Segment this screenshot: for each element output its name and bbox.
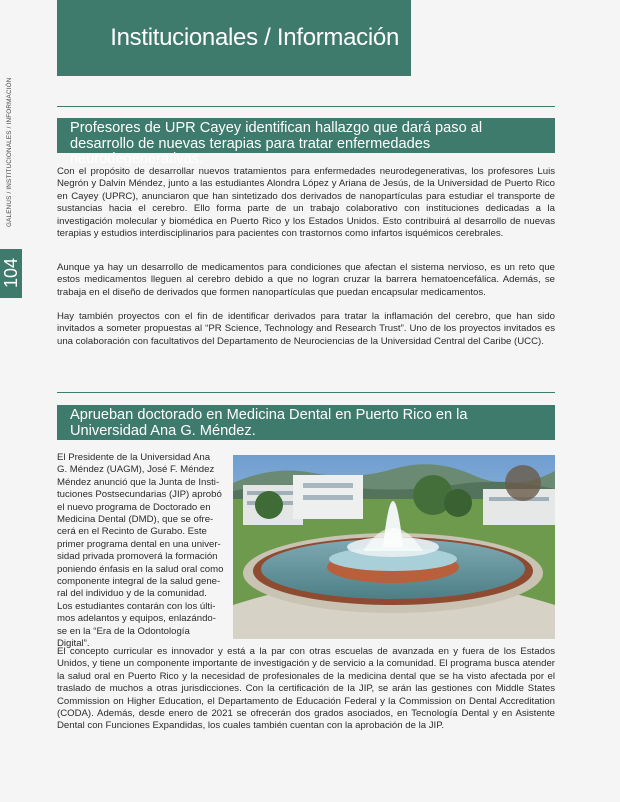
- section-header-title: Institucionales / Información: [110, 24, 399, 51]
- column-line: componente integral de la salud gene-: [57, 576, 221, 588]
- article-1-paragraph-1: Con el propósito de desarrollar nuevos tratamientos para enfermedades neurodegenerativas, los profesores Luis Negrón y Dalvin Méndez, junto a las estudiantes Alondra López y Ariana de Jesús, de la Universidad de Puerto Rico en Cayey (UPRC), anunciaron que han sintetizado dos derivados de nanopartículas para estudiar el transporte de sustancias hacia el cerebro. Ello forma parte de un trabajo colaborativo con instituciones dedicadas a la investigación molecular y biomédica en Puerto Rico y los Estados Unidos. Esto contribuirá al desarrollo de nuevas terapias y estudios interdisciplinarios para pacientes con trastornos como infartos isquémicos cerebrales.: [57, 166, 555, 240]
- campus-fountain-photo: [233, 455, 555, 639]
- column-line: cerá en el Recinto de Gurabo. Este: [57, 526, 207, 538]
- column-line: ral del individuo y de la comunidad.: [57, 588, 207, 600]
- column-line: sidad privada promoverá la formación: [57, 551, 218, 563]
- header-band: [57, 0, 411, 76]
- page-number: 104: [1, 257, 21, 289]
- article-1-title: Profesores de UPR Cayey identifican hallazgo que dará paso al desarrollo de nuevas terapias para tratar enfermedades neurodegenerativas.: [57, 118, 555, 153]
- column-line: el nuevo programa de Doctorado en: [57, 501, 211, 513]
- column-line: Méndez anunció que la Junta de Insti-: [57, 476, 220, 488]
- running-head: GALENUS / INSTITUCIONALES / INFORMACIÓN: [6, 77, 13, 227]
- page-number-strip: [0, 249, 22, 298]
- column-line: primer programa dental en una univer-: [57, 538, 221, 550]
- article-1-paragraph-2: Aunque ya hay un desarrollo de medicamentos para condiciones que afectan el sistema nervioso, es un reto que estos medicamentos lleguen al cerebro debido a que no logran cruzar la barrera hematoencefálica. Además, se trabaja en el diseño de derivados que formen nanopartículas que puedan encapsular medicamentos.: [57, 262, 555, 298]
- column-line: poniendo énfasis en la salud oral como: [57, 563, 224, 575]
- article-2-title: Aprueban doctorado en Medicina Dental en Puerto Rico en la Universidad Ana G. Méndez.: [57, 405, 555, 440]
- article-1-rule: [57, 106, 555, 107]
- column-line: mos adelantos y equipos, enlazándo-: [57, 613, 216, 625]
- article-2-rule: [57, 392, 555, 393]
- column-line: se en la “Era de la Odontología Digital”.: [57, 625, 190, 650]
- column-line: G. Méndez (UAGM), José F. Méndez: [57, 464, 215, 476]
- article-2-continuation: El concepto curricular es innovador y está a la par con otras escuelas de avanzada en y fuera de los Estados Unidos, y tiene un componente importante de investigación y de servicio a la comunidad. El programa busca atender la salud oral en Puerto Rico y la necesidad de profesionales de la medicina dental que se ha visto afectada por el traslado de muchos a otras jurisdicciones. Con la certificación de la JIP, se arán las gestiones con Middle States Commission on Higher Education, el Departamento de Educación Federal y la Commission on Dental Accreditation (CODA). Además, desde enero de 2021 se ofrecerán dos grados asociados, en Tecnología Dental y en Asistente Dental con Funciones Expandidas, los cuales también cuentan con la aprobación de la JIP.: [57, 646, 555, 732]
- column-line: El Presidente de la Universidad Ana: [57, 452, 211, 463]
- article-1-paragraph-3: Hay también proyectos con el fin de identificar derivados para tratar la inflamación del cerebro, que han sido invitados a someter propuestas al “PR Science, Technology and Research Trust”. Uno de los proyectos invitados es una colaboración con facultativos del Departamento de Neurociencias de la Universidad Central del Caribe (UCC).: [57, 311, 555, 347]
- column-line: Medicina Dental (DMD), que se ofre-: [57, 514, 214, 526]
- article-2-column: [57, 452, 224, 651]
- column-line: tuciones Postsecundarias (JIP) aprobó: [57, 489, 222, 501]
- column-line: Los estudiantes contarán con los últi-: [57, 600, 216, 612]
